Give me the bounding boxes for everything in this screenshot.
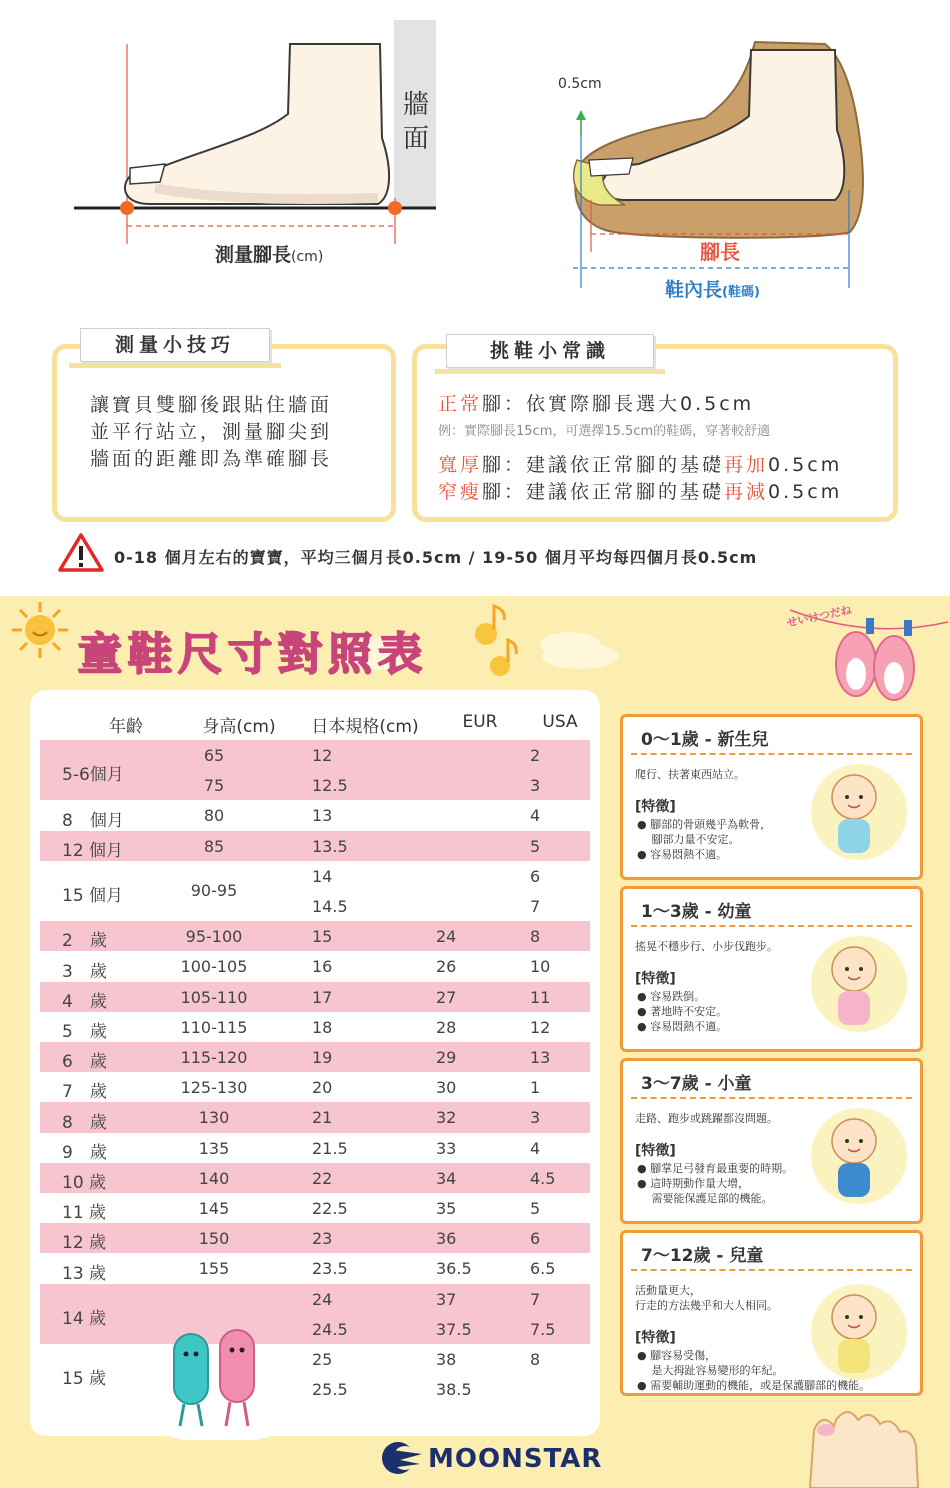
table-cell-age: 15 歲 bbox=[62, 1369, 107, 1390]
age-stage-feature-item: ● 需要輔助運動的機能，或是保護腳部的機能。 bbox=[637, 1379, 871, 1392]
age-stage-panel bbox=[620, 1230, 923, 1396]
table-cell-usa-size: 4 bbox=[530, 806, 541, 826]
table-cell-usa-size: 6 bbox=[530, 1229, 541, 1249]
table-cell-eur-size: 26 bbox=[436, 957, 457, 977]
shoe-selection-tips-title: 挑鞋小常識 bbox=[446, 334, 654, 368]
table-cell-age: 9 歲 bbox=[62, 1142, 107, 1163]
table-cell-usa-size: 5 bbox=[530, 836, 541, 856]
table-cell-japan-size: 23.5 bbox=[312, 1259, 348, 1279]
rule-wide-foot: 寬厚腳：建議依正常腳的基礎再加0.5cm bbox=[438, 454, 843, 476]
table-cell-height: 85 bbox=[203, 836, 225, 856]
size-chart-title: 童鞋尺寸對照表 bbox=[78, 629, 428, 680]
table-cell-height: 80 bbox=[203, 806, 225, 826]
age-stage-title: 0～1歲 - 新生兒 bbox=[641, 730, 769, 750]
child-illustration bbox=[804, 757, 914, 867]
table-cell-height: 115-120 bbox=[180, 1048, 248, 1067]
table-cell-eur-size: 37 bbox=[436, 1289, 457, 1309]
age-stage-panel bbox=[620, 1058, 923, 1224]
table-cell-usa-size: 2 bbox=[530, 746, 541, 765]
table-cell-usa-size: 4.5 bbox=[530, 1168, 556, 1188]
panel-divider bbox=[631, 1097, 912, 1099]
table-cell-usa-size: 1 bbox=[530, 1078, 541, 1098]
table-cell-japan-size: 14 bbox=[312, 866, 333, 886]
age-stage-title: 1～3歲 - 幼童 bbox=[641, 902, 752, 922]
table-cell-age: 2 歲 bbox=[62, 931, 107, 952]
decorative-japanese-text: せいけつだね bbox=[785, 603, 853, 630]
table-cell-height: 155 bbox=[198, 1259, 230, 1279]
table-cell-usa-size: 3 bbox=[530, 776, 541, 796]
age-stage-feature-item: ● 這時期動作量大增， bbox=[637, 1177, 750, 1190]
table-cell-eur-size: 33 bbox=[436, 1138, 457, 1158]
measure-foot-length-label: 測量腳長(cm) bbox=[215, 244, 324, 266]
table-cell-japan-size: 14.5 bbox=[312, 897, 348, 916]
age-stage-features-heading: [特徵] bbox=[635, 799, 676, 815]
table-cell-usa-size: 7.5 bbox=[530, 1319, 556, 1339]
rule-example-note: 例：實際腳長15cm，可選擇15.5cm的鞋碼，穿著較舒適 bbox=[438, 424, 771, 439]
table-cell-usa-size: 12 bbox=[530, 1017, 551, 1037]
age-stage-feature-item: ● 腳容易受傷， bbox=[637, 1349, 717, 1362]
table-cell-usa-size: 3 bbox=[530, 1108, 541, 1128]
table-cell-japan-size: 13.5 bbox=[312, 836, 348, 856]
age-stage-panel bbox=[620, 714, 923, 880]
child-illustration bbox=[804, 1101, 914, 1211]
age-stage-feature-item: ● 腳掌足弓發育最重要的時期。 bbox=[637, 1162, 794, 1175]
table-cell-height: 125-130 bbox=[180, 1078, 248, 1098]
table-header-cell: 年齡 bbox=[109, 717, 143, 737]
table-cell-japan-size: 12.5 bbox=[312, 776, 348, 796]
table-cell-usa-size: 8 bbox=[530, 927, 541, 947]
table-cell-age: 15 個月 bbox=[62, 886, 124, 906]
table-cell-age: 4 歲 bbox=[62, 991, 107, 1012]
table-cell-japan-size: 24 bbox=[312, 1289, 333, 1309]
child-illustration bbox=[804, 929, 914, 1039]
table-cell-eur-size: 28 bbox=[436, 1017, 457, 1037]
brand-name: MOONSTAR bbox=[428, 1444, 603, 1474]
table-cell-age: 10 歲 bbox=[62, 1172, 107, 1193]
age-stage-feature-item: 是大拇趾容易變形的年紀。 bbox=[637, 1364, 784, 1377]
warning-icon bbox=[58, 532, 104, 572]
table-cell-eur-size: 35 bbox=[436, 1199, 457, 1218]
table-cell-eur-size: 29 bbox=[436, 1048, 457, 1067]
table-cell-age: 8 歲 bbox=[62, 1112, 107, 1133]
gap-label: 0.5cm bbox=[558, 76, 602, 92]
table-cell-eur-size: 36 bbox=[436, 1229, 457, 1249]
table-cell-japan-size: 19 bbox=[312, 1048, 333, 1067]
age-stage-description: 爬行、扶著東西站立。 bbox=[635, 768, 745, 781]
age-stage-panel bbox=[620, 886, 923, 1052]
age-stage-feature-item: 需要能保護足部的機能。 bbox=[637, 1192, 773, 1205]
table-cell-eur-size: 24 bbox=[436, 927, 457, 947]
table-header-cell: 日本規格(cm) bbox=[311, 717, 419, 737]
table-cell-usa-size: 4 bbox=[530, 1138, 541, 1158]
table-cell-age: 14 歲 bbox=[62, 1308, 107, 1329]
table-cell-height: 90-95 bbox=[190, 881, 238, 900]
table-header-cell: USA bbox=[542, 712, 578, 732]
music-note-icon bbox=[470, 600, 530, 680]
panel-divider bbox=[631, 925, 912, 927]
table-cell-usa-size: 11 bbox=[530, 987, 551, 1007]
age-stage-description: 搖晃不穩步行、小步伐跑步。 bbox=[635, 940, 778, 953]
table-cell-usa-size: 7 bbox=[530, 1289, 541, 1309]
age-stage-feature-item: ● 容易跌倒。 bbox=[637, 990, 706, 1003]
table-header-cell: 身高(cm) bbox=[202, 717, 276, 737]
baby-shoes-illustration bbox=[780, 600, 950, 710]
table-cell-height: 110-115 bbox=[180, 1017, 248, 1037]
table-cell-age: 12 個月 bbox=[62, 840, 124, 861]
table-cell-usa-size: 8 bbox=[530, 1350, 541, 1369]
table-cell-height: 130 bbox=[198, 1108, 230, 1128]
moonstar-logo-icon bbox=[378, 1440, 426, 1476]
table-cell-height: 65 bbox=[203, 746, 225, 765]
measurement-section bbox=[0, 0, 950, 596]
table-cell-age: 6 歲 bbox=[62, 1052, 107, 1073]
age-stage-feature-item: ● 著地時不安定。 bbox=[637, 1005, 728, 1018]
age-stage-title: 7～12歲 - 兒童 bbox=[641, 1246, 764, 1266]
panel-divider bbox=[631, 1269, 912, 1271]
table-cell-age: 12 歲 bbox=[62, 1233, 107, 1254]
rule-narrow-foot: 窄瘦腳：建議依正常腳的基礎再減0.5cm bbox=[438, 481, 843, 503]
table-cell-age: 5-6個月 bbox=[62, 765, 124, 786]
rule-normal-foot: 正常腳：依實際腳長選大0.5cm bbox=[438, 393, 755, 415]
table-cell-japan-size: 25.5 bbox=[312, 1380, 348, 1400]
table-cell-eur-size: 30 bbox=[436, 1078, 457, 1098]
foot-against-wall-illustration bbox=[60, 18, 450, 248]
age-stage-description: 活動量更大， bbox=[635, 1284, 701, 1297]
table-cell-japan-size: 18 bbox=[312, 1017, 333, 1037]
age-stage-feature-item: 腳部力量不安定。 bbox=[637, 833, 740, 846]
measuring-tips-text: 讓寶貝雙腳後跟貼住牆面 並平行站立，測量腳尖到 牆面的距離即為準確腳長 bbox=[90, 394, 333, 470]
table-cell-japan-size: 15 bbox=[312, 927, 333, 947]
table-cell-eur-size: 27 bbox=[436, 987, 457, 1007]
wall-label: 牆面 bbox=[402, 90, 429, 154]
measuring-tips-title: 測量小技巧 bbox=[80, 328, 270, 362]
age-stage-feature-item: ● 容易悶熱不適。 bbox=[637, 848, 728, 861]
table-cell-japan-size: 21.5 bbox=[312, 1138, 348, 1158]
age-stage-feature-item: ● 容易悶熱不適。 bbox=[637, 1020, 728, 1033]
table-cell-japan-size: 20 bbox=[312, 1078, 333, 1098]
table-cell-age: 3 歲 bbox=[62, 961, 107, 982]
age-stage-feature-item: ● 腳部的骨頭幾乎為軟骨， bbox=[637, 818, 772, 831]
table-cell-eur-size: 36.5 bbox=[436, 1259, 472, 1279]
table-cell-eur-size: 34 bbox=[436, 1168, 457, 1188]
panel-divider bbox=[631, 753, 912, 755]
table-cell-height: 140 bbox=[198, 1168, 230, 1188]
age-stage-features-heading: [特徵] bbox=[635, 1143, 676, 1159]
table-cell-usa-size: 6.5 bbox=[530, 1259, 556, 1279]
table-cell-japan-size: 17 bbox=[312, 987, 333, 1007]
table-cell-japan-size: 12 bbox=[312, 746, 333, 765]
table-cell-eur-size: 32 bbox=[436, 1108, 457, 1128]
age-stage-features-heading: [特徵] bbox=[635, 971, 676, 987]
table-cell-japan-size: 23 bbox=[312, 1229, 333, 1249]
table-header-cell: EUR bbox=[462, 712, 498, 732]
mascot-characters-illustration bbox=[160, 1320, 280, 1440]
table-cell-age: 7 歲 bbox=[62, 1082, 107, 1103]
age-stage-description: 行走的方法幾乎和大人相同。 bbox=[635, 1299, 778, 1312]
toes-illustration bbox=[800, 1390, 930, 1488]
table-cell-height: 105-110 bbox=[180, 987, 248, 1007]
table-cell-japan-size: 22.5 bbox=[312, 1199, 348, 1218]
sun-icon bbox=[10, 600, 70, 660]
table-cell-japan-size: 24.5 bbox=[312, 1319, 348, 1339]
shoe-inner-length-label: 鞋內長(鞋碼) bbox=[665, 279, 760, 301]
table-cell-eur-size: 38.5 bbox=[436, 1380, 472, 1400]
table-cell-japan-size: 13 bbox=[312, 806, 333, 826]
growth-warning-text: 0-18 個月左右的寶寶，平均三個月長0.5cm / 19-50 個月平均每四個月長0.5cm bbox=[114, 548, 758, 567]
table-cell-height: 100-105 bbox=[180, 957, 248, 977]
table-cell-height: 135 bbox=[198, 1138, 230, 1158]
table-cell-usa-size: 5 bbox=[530, 1199, 541, 1218]
table-cell-height: 145 bbox=[198, 1199, 230, 1218]
table-cell-age: 13 歲 bbox=[62, 1263, 107, 1284]
table-cell-eur-size: 37.5 bbox=[436, 1319, 472, 1339]
table-cell-height: 95-100 bbox=[185, 927, 243, 947]
table-cell-japan-size: 16 bbox=[312, 957, 333, 977]
child-illustration bbox=[804, 1277, 914, 1387]
table-cell-japan-size: 25 bbox=[312, 1350, 333, 1369]
table-cell-height: 150 bbox=[198, 1229, 230, 1249]
age-stage-title: 3～7歲 - 小童 bbox=[641, 1074, 752, 1094]
age-stage-description: 走路、跑步或跳躍都沒問題。 bbox=[635, 1112, 778, 1125]
table-cell-japan-size: 22 bbox=[312, 1168, 333, 1188]
table-cell-eur-size: 38 bbox=[436, 1350, 457, 1369]
table-cell-age: 8 個月 bbox=[62, 810, 124, 831]
table-cell-usa-size: 7 bbox=[530, 897, 541, 916]
age-stage-features-heading: [特徵] bbox=[635, 1330, 676, 1346]
table-cell-japan-size: 21 bbox=[312, 1108, 333, 1128]
table-cell-age: 11 歲 bbox=[62, 1203, 107, 1224]
table-cell-usa-size: 13 bbox=[530, 1048, 551, 1067]
table-cell-usa-size: 6 bbox=[530, 866, 541, 886]
foot-length-label: 腳長 bbox=[700, 240, 740, 264]
table-cell-usa-size: 10 bbox=[530, 957, 551, 977]
table-cell-height: 75 bbox=[203, 776, 225, 796]
table-cell-age: 5 歲 bbox=[62, 1021, 107, 1042]
